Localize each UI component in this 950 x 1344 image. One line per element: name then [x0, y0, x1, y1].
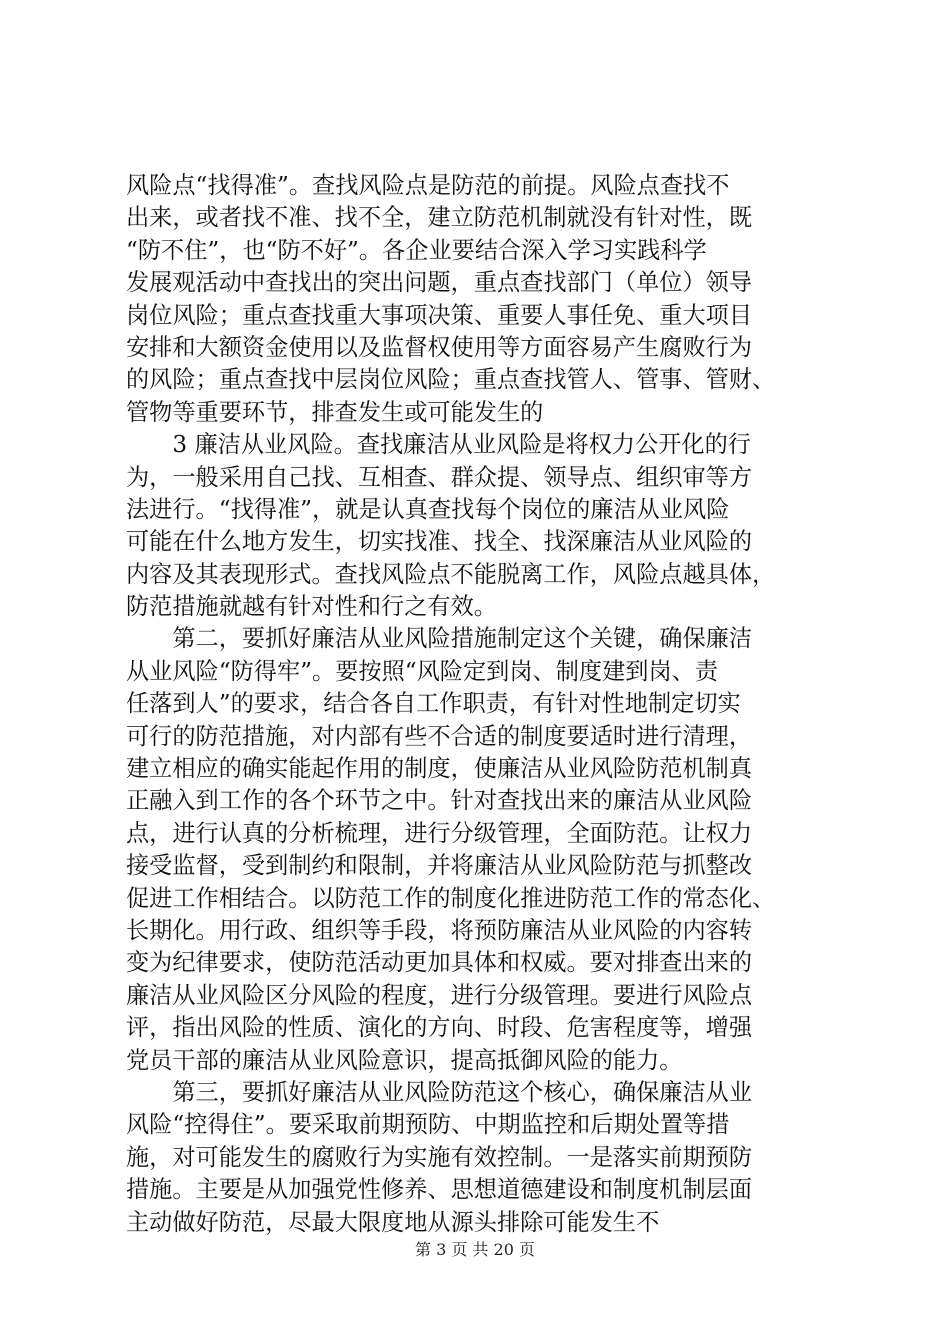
text-line: 点，进行认真的分析梳理，进行分级管理，全面防范。让权力: [126, 819, 753, 847]
text-line: 从业风险“防得牢”。要按照“风险定到岗、制度建到岗、责: [126, 657, 719, 685]
text-line: 出来，或者找不准、找不全，建立防范机制就没有针对性，既: [126, 204, 753, 232]
text-line: 管物等重要环节，排查发生或可能发生的: [126, 398, 544, 426]
text-line: 第三，要抓好廉洁从业风险防范这个核心，确保廉洁从业: [126, 1078, 753, 1106]
text-line: “防不住”，也“防不好”。各企业要结合深入学习实践科学: [126, 236, 707, 264]
text-line: 长期化。用行政、组织等手段，将预防廉洁从业风险的内容转: [126, 916, 753, 944]
text-line: 任落到人”的要求，结合各自工作职责，有针对性地制定切实: [126, 690, 741, 718]
text-line: 安排和大额资金使用以及监督权使用等方面容易产生腐败行为: [126, 333, 753, 361]
text-line: 第二，要抓好廉洁从业风险措施制定这个关键，确保廉洁: [126, 625, 753, 653]
text-line: 法进行。“找得准”，就是认真查找每个岗位的廉洁从业风险: [126, 495, 730, 523]
page-number-footer: 第 3 页 共 20 页: [415, 1240, 535, 1259]
text-line: 3 廉洁从业风险。查找廉洁从业风险是将权力公开化的行: [126, 431, 751, 459]
text-line: 主动做好防范，尽最大限度地从源头排除可能发生不: [126, 1208, 660, 1236]
text-line: 建立相应的确实能起作用的制度，使廉洁从业风险防范机制真: [126, 755, 753, 783]
text-line: 评，指出风险的性质、演化的方向、时段、危害程度等，增强: [126, 1014, 753, 1042]
text-line: 的风险；重点查找中层岗位风险；重点查找管人、管事、管财、: [126, 366, 776, 394]
text-line: 接受监督，受到制约和限制，并将廉洁从业风险防范与抓整改: [126, 852, 753, 880]
text-line: 正融入到工作的各个环节之中。针对查找出来的廉洁从业风险: [126, 787, 753, 815]
text-line: 发展观活动中查找出的突出问题，重点查找部门（单位）领导: [126, 269, 753, 297]
text-line: 廉洁从业风险区分风险的程度，进行分级管理。要进行风险点: [126, 981, 753, 1009]
text-line: 风险点“找得准”。查找风险点是防范的前提。风险点查找不: [126, 172, 730, 199]
text-line: 变为纪律要求，使防范活动更加具体和权威。要对排查出来的: [126, 949, 753, 977]
text-line: 可行的防范措施，对内部有些不合适的制度要适时进行清理，: [126, 722, 753, 750]
text-line: 为，一般采用自己找、互相查、群众提、领导点、组织审等方: [126, 463, 753, 491]
text-line: 可能在什么地方发生，切实找准、找全、找深廉洁从业风险的: [126, 528, 753, 556]
text-line: 防范措施就越有针对性和行之有效。: [126, 593, 497, 621]
text-line: 措施。主要是从加强党性修养、思想道德建设和制度机制层面: [126, 1176, 753, 1204]
text-line: 内容及其表现形式。查找风险点不能脱离工作，风险点越具体，: [126, 560, 776, 588]
text-line: 党员干部的廉洁从业风险意识，提高抵御风险的能力。: [126, 1046, 683, 1074]
text-line: 促进工作相结合。以防范工作的制度化推进防范工作的常态化、: [126, 884, 776, 912]
text-line: 风险“控得住”。要采取前期预防、中期监控和后期处置等措: [126, 1111, 730, 1139]
text-line: 施，对可能发生的腐败行为实施有效控制。一是落实前期预防: [126, 1143, 753, 1171]
document-body: [126, 170, 831, 1239]
text-line: 岗位风险；重点查找重大事项决策、重要人事任免、重大项目: [126, 301, 753, 329]
